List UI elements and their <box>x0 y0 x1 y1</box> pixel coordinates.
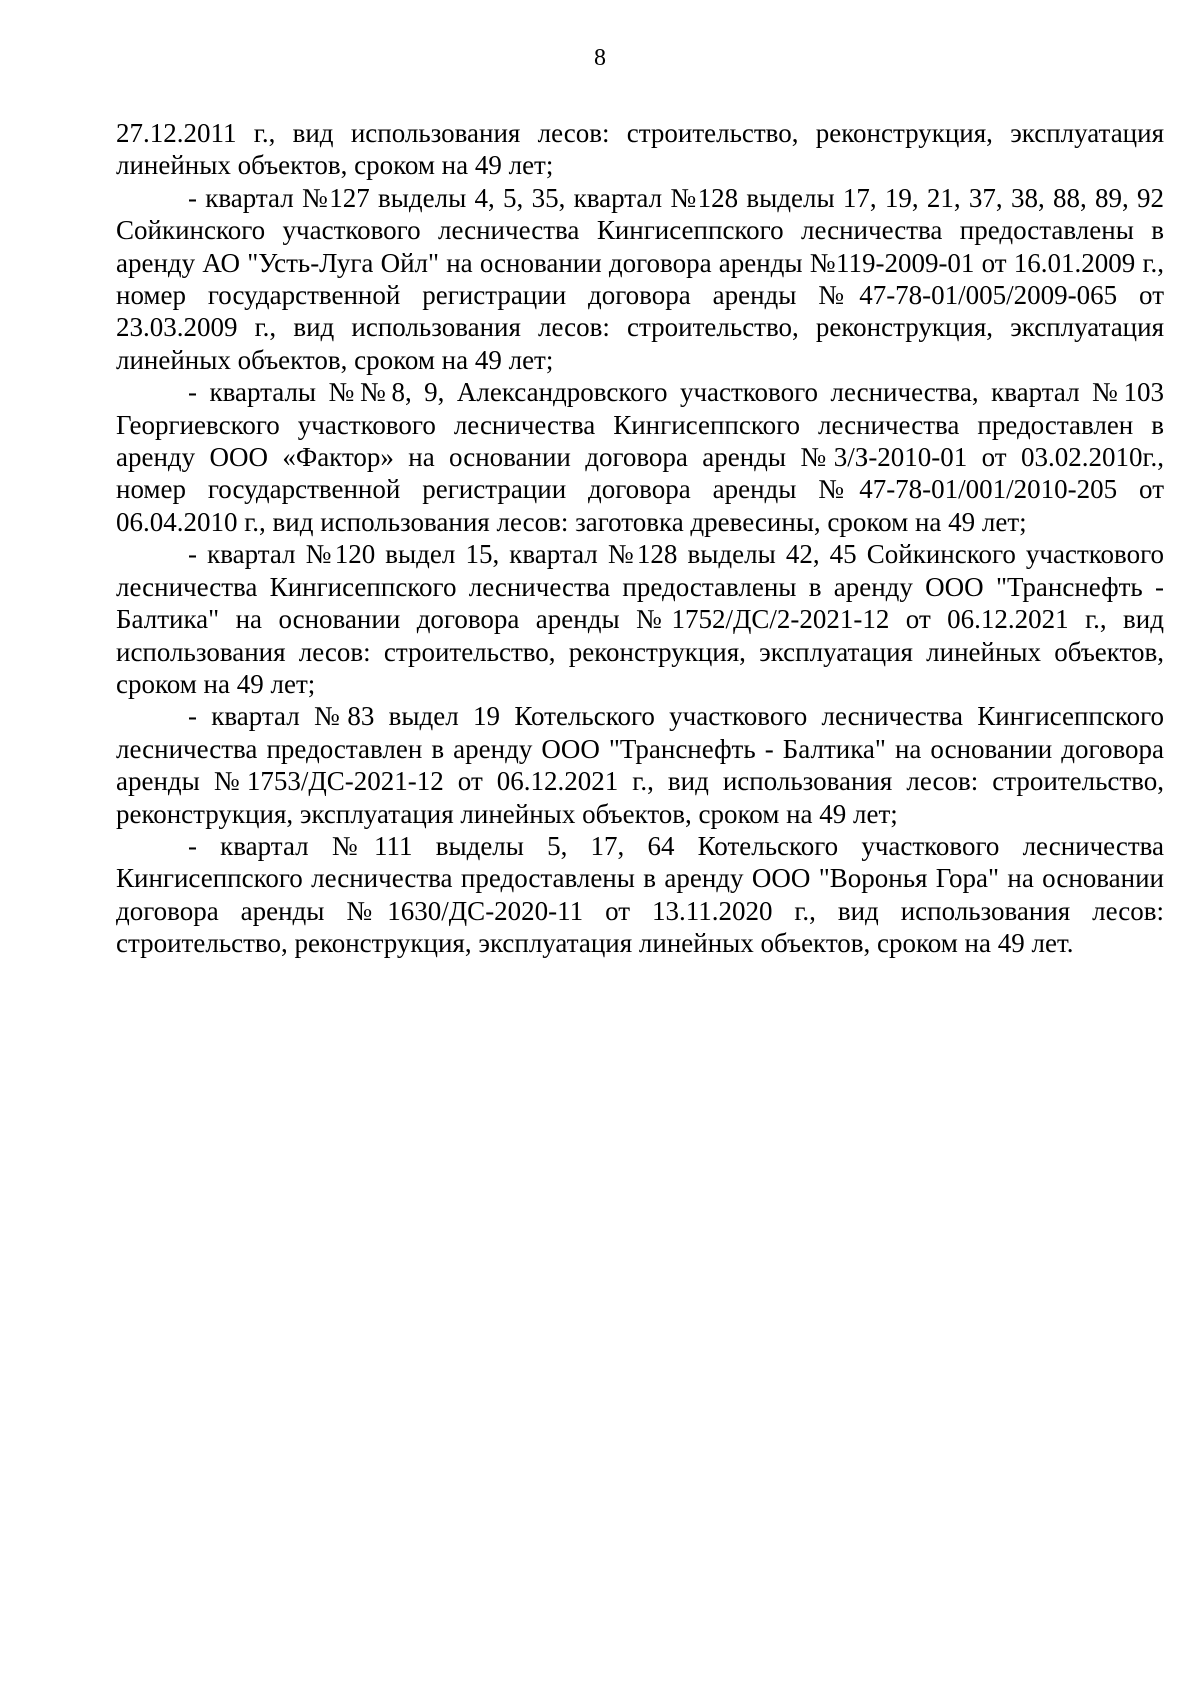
document-body <box>116 117 1164 960</box>
paragraph-lease-faktor: - кварталы №№8, 9, Александровского участкового лесничества, квартал №103 Георгиевского участкового лесничества Кингисеппского лесничества предоставлен в аренду ООО «Фактор» на основании договора аренды №3/З-2010-01 от 03.02.2010г., номер государственной регистрации договора аренды №47-78-01/001/2010-205 от 06.04.2010 г., вид использования лесов: заготовка древесины, сроком на 49 лет; <box>116 377 1164 537</box>
paragraph-continuation: 27.12.2011 г., вид использования лесов: строительство, реконструкция, эксплуатация линейных объектов, сроком на 49 лет; <box>116 118 1164 181</box>
page-number: 8 <box>594 45 606 71</box>
paragraph-lease-ust-luga-oil: - квартал №127 выделы 4, 5, 35, квартал №128 выделы 17, 19, 21, 37, 38, 88, 89, 92 Сойкинского участкового лесничества Кингисеппского лесничества предоставлены в аренду АО "Усть-Луга Ойл" на основании договора аренды №119-2009-01 от 16.01.2009 г., номер государственной регистрации договора аренды №47-78-01/005/2009-065 от 23.03.2009 г., вид использования лесов: строительство, реконструкция, эксплуатация линейных объектов, сроком на 49 лет; <box>116 182 1164 375</box>
paragraph-lease-transneft-1753: - квартал №83 выдел 19 Котельского участкового лесничества Кингисеппского лесничества предоставлен в аренду ООО "Транснефть - Балтика" на основании договора аренды №1753/ДС-2021-12 от 06.12.2021 г., вид использования лесов: строительство, реконструкция, эксплуатация линейных объектов, сроком на 49 лет; <box>116 701 1164 829</box>
paragraph-lease-transneft-1752: - квартал №120 выдел 15, квартал №128 выделы 42, 45 Сойкинского участкового лесничества Кингисеппского лесничества предоставлены в аренду ООО "Транснефть - Балтика" на основании договора аренды №1752/ДС/2-2021-12 от 06.12.2021 г., вид использования лесов: строительство, реконструкция, эксплуатация линейных объектов, сроком на 49 лет; <box>116 539 1164 699</box>
paragraph-lease-voronya-gora: - квартал №111 выделы 5, 17, 64 Котельского участкового лесничества Кингисеппского лесничества предоставлены в аренду ООО "Воронья Гора" на основании договора аренды №1630/ДС-2020-11 от 13.11.2020 г., вид использования лесов: строительство, реконструкция, эксплуатация линейных объектов, сроком на 49 лет. <box>116 830 1164 959</box>
